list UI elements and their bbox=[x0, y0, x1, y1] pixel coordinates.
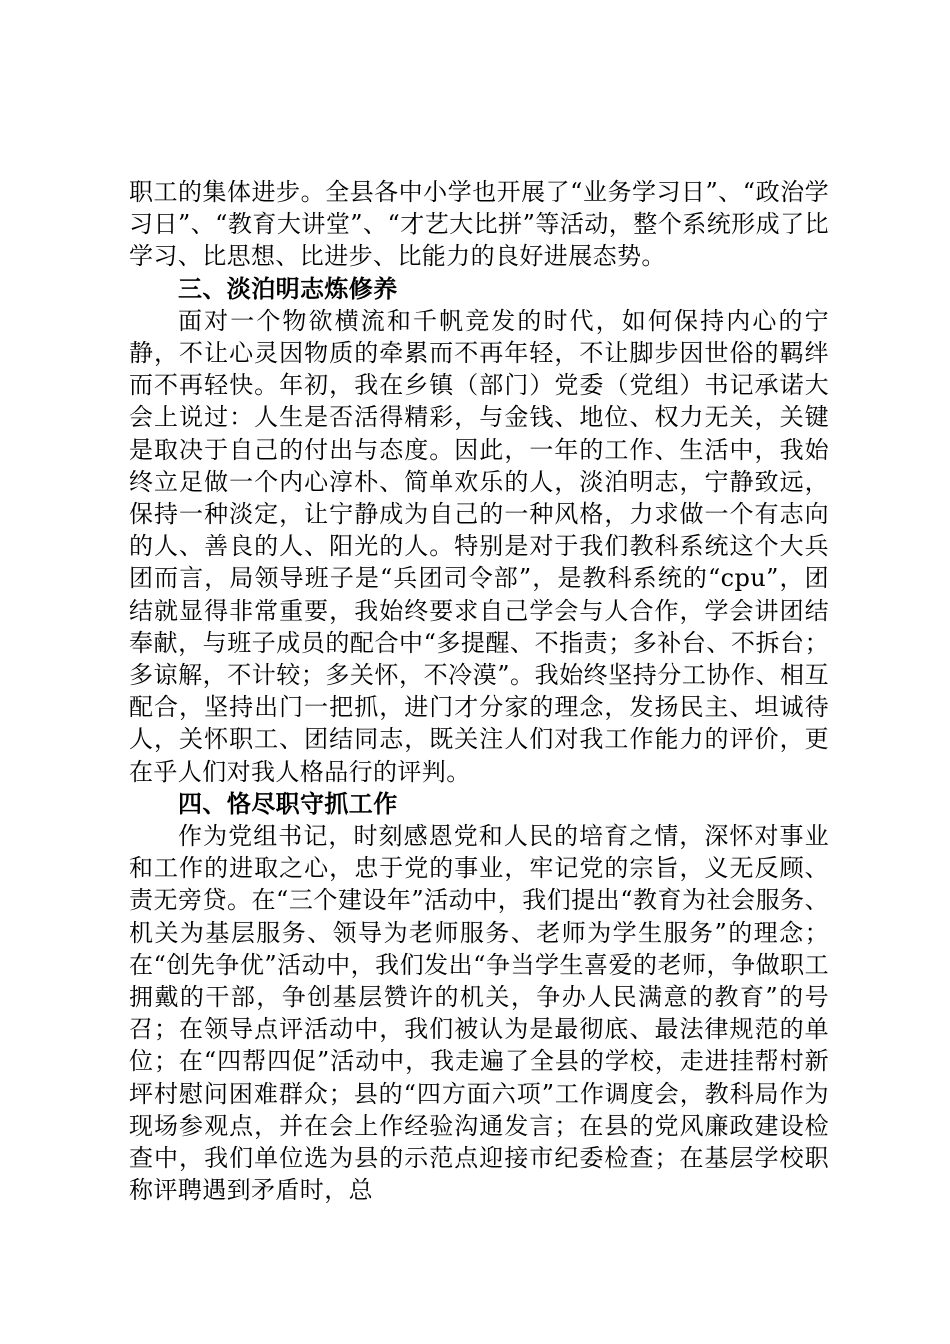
section-heading-3: 三、淡泊明志炼修养 bbox=[178, 274, 398, 303]
paragraph-section-4: 作为党组书记，时刻感恩党和人民的培育之情，深怀对事业和工作的进取之心，忠于党的事业，牢记党的宗旨，义无反顾、责无旁贷。在“三个建设年”活动中，我们提出“教育为社会服务、机关为基层服务、领导为老师服务、老师为学生服务”的理念；在“创先争优”活动中，我们发出“争当学生喜爱的老师，争做职工拥戴的干部，争创基层赞许的机关，争办人民满意的教育”的号召；在领导点评活动中，我们被认为是最彻底、最法律规范的单位；在“四帮四促”活动中，我走遍了全县的学校，走进挂帮村新坪村慰问困难群众；县的“四方面六项”工作调度会，教科局作为现场参观点，并在会上作经验沟通发言；在县的党风廉政建设检查中，我们单位选为县的示范点迎接市纪委检查；在基层学校职称评聘遇到矛盾时，总 bbox=[129, 822, 829, 1205]
paragraph-section-3: 面对一个物欲横流和千帆竞发的时代，如何保持内心的宁静，不让心灵因物质的牵累而不再年轻，不让脚步因世俗的羁绊而不再轻快。年初，我在乡镇（部门）党委（党组）书记承诺大会上说过：人生是否活得精彩，与金钱、地位、权力无关，关键是取决于自己的付出与态度。因此，一年的工作、生活中，我始终立足做一个内心淳朴、简单欢乐的人，淡泊明志，宁静致远，保持一种淡定，让宁静成为自己的一种风格，力求做一个有志向的人、善良的人、阳光的人。特别是对于我们教科系统这个大兵团而言，局领导班子是“兵团司令部”，是教科系统的“cpu”，团结就显得非常重要，我始终要求自己学会与人合作，学会讲团结奉献，与班子成员的配合中“多提醒、不指责；多补台、不拆台；多谅解，不计较；多关怀，不冷漠”。我始终坚持分工协作、相互配合，坚持出门一把抓，进门才分家的理念，发扬民主、坦诚待人，关怀职工、团结同志，既关注人们对我工作能力的评价，更在乎人们对我人格品行的评判。 bbox=[129, 306, 829, 786]
paragraph-continued: 职工的集体进步。全县各中小学也开展了“业务学习日”、“政治学习日”、“教育大讲堂”、“才艺大比拼”等活动，整个系统形成了比学习、比思想、比进步、比能力的良好进展态势。 bbox=[129, 178, 829, 271]
section-heading-4: 四、恪尽职守抓工作 bbox=[178, 789, 398, 818]
document-body bbox=[129, 176, 829, 1207]
